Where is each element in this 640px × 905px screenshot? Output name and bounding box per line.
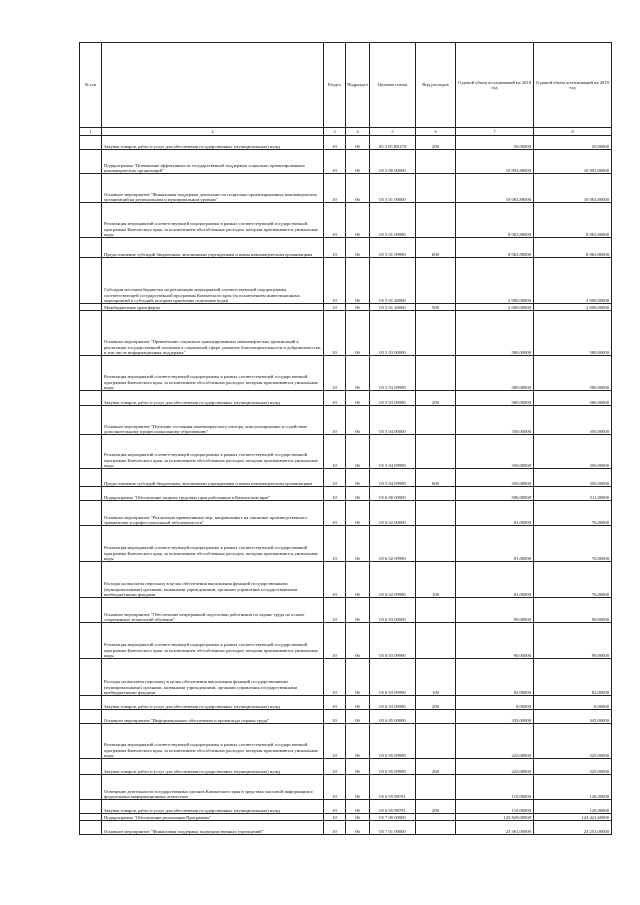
cell-num: [80, 238, 102, 258]
cell-razdel: 10: [324, 710, 346, 724]
table-row: [80, 623, 612, 659]
cell-razdel: 10: [324, 800, 346, 814]
cell-podrazdel: 06: [346, 696, 370, 710]
cell-2019: 580,00000: [534, 391, 612, 406]
cell-vr: 200: [416, 391, 456, 406]
cell-podrazdel: 06: [346, 659, 370, 696]
cell-num: [80, 775, 102, 800]
cell-csr: 05 5 04 09990: [370, 435, 416, 469]
cell-vr: 200: [416, 759, 456, 775]
cell-podrazdel: 06: [346, 136, 370, 150]
cell-num: [80, 150, 102, 174]
cell-num: [80, 562, 102, 598]
cell-2018: 506,00000: [456, 487, 534, 501]
cell-csr: 05 5 01 09990: [370, 238, 416, 258]
table-row: [80, 487, 612, 501]
cell-podrazdel: 06: [346, 724, 370, 759]
table-row: [80, 203, 612, 238]
cell-vr: [416, 356, 456, 391]
table-header-row: [80, 43, 612, 128]
table-row: [80, 759, 612, 775]
cell-name: Закупка товаров, работ и услуг для обеспечения государственных (муниципальных) нужд: [102, 696, 324, 710]
cell-2019: 76,00000: [534, 501, 612, 526]
cell-num: [80, 258, 102, 304]
cell-2019: 350,00000: [534, 469, 612, 487]
cell-name: Подпрограмма "Обеспечение реализации Программы": [102, 814, 324, 821]
cell-csr: 05 6 02 09990: [370, 562, 416, 598]
cell-num: [80, 821, 102, 835]
column-number-row: [80, 128, 612, 136]
cell-vr: [416, 814, 456, 821]
cell-2018: 350,00000: [456, 469, 534, 487]
cell-csr: 05 5 01 40060: [370, 258, 416, 304]
cell-podrazdel: 06: [346, 814, 370, 821]
cell-num: [80, 598, 102, 623]
cell-2019: 8,00000: [534, 696, 612, 710]
cell-razdel: 10: [324, 724, 346, 759]
cell-2018: 2 000,00000: [456, 304, 534, 311]
cell-csr: 05 6 03 00000: [370, 598, 416, 623]
cell-name: Закупка товаров, работ и услуг для обеспечения государственных (муниципальных) нужд: [102, 391, 324, 406]
cell-podrazdel: 06: [346, 435, 370, 469]
cell-2019: 345,00000: [534, 710, 612, 724]
cell-podrazdel: 06: [346, 710, 370, 724]
cell-csr: 05 5 01 40060: [370, 304, 416, 311]
cell-num: [80, 391, 102, 406]
cell-2019: 90,00000: [534, 623, 612, 659]
cell-razdel: 10: [324, 304, 346, 311]
cell-csr: 05 6 05 09990: [370, 759, 416, 775]
cell-vr: 100: [416, 659, 456, 696]
cell-name: Реализация мероприятий соответствующей подпрограммы в рамках соответствующей государственной программы Камчатского края, за исключением обособленных расходов, которым присваиваются уникальные коды: [102, 724, 324, 759]
header-podrazdel: Подраздел: [346, 43, 370, 128]
cell-csr: 05 7 01 00000: [370, 821, 416, 835]
cell-csr: 05 7 00 00000: [370, 814, 416, 821]
cell-csr: 05 6 03 09990: [370, 696, 416, 710]
cell-2018: 580,00000: [456, 356, 534, 391]
cell-name: Основное мероприятие "Изучение состояния некоммерческого сектора, консультирование и содействие дополнительному профессиональному образованию": [102, 406, 324, 435]
cell-podrazdel: 06: [346, 406, 370, 435]
table-row: [80, 800, 612, 814]
cell-2019: 350,00000: [534, 435, 612, 469]
cell-name: Подпрограмма "Обеспечение защиты трудовых прав работников в Камчатском крае": [102, 487, 324, 501]
cell-podrazdel: 06: [346, 304, 370, 311]
cell-razdel: 10: [324, 258, 346, 304]
cell-vr: [416, 311, 456, 356]
cell-num: [80, 435, 102, 469]
cell-razdel: 10: [324, 487, 346, 501]
cell-podrazdel: 06: [346, 238, 370, 258]
cell-num: [80, 501, 102, 526]
cell-csr: 05 5 04 09990: [370, 469, 416, 487]
header-num: № п/п: [80, 43, 102, 128]
header-2018: Годовой объем ассигнований на 2018 год: [456, 43, 534, 128]
cell-2019: 124 421,60000: [534, 814, 612, 821]
cell-num: [80, 406, 102, 435]
cell-2018: 123 829,00000: [456, 814, 534, 821]
cell-2019: 76,00000: [534, 526, 612, 562]
cell-razdel: 10: [324, 501, 346, 526]
cell-razdel: 10: [324, 136, 346, 150]
cell-csr: 05 5 03 00000: [370, 311, 416, 356]
table-row: [80, 501, 612, 526]
cell-razdel: 10: [324, 150, 346, 174]
cell-razdel: 10: [324, 238, 346, 258]
cell-num: [80, 526, 102, 562]
cell-csr: 05 3 05 R0270: [370, 136, 416, 150]
table-row: [80, 469, 612, 487]
cell-2019: 2 000,00000: [534, 258, 612, 304]
cell-num: [80, 304, 102, 311]
colnum: 1: [80, 128, 102, 136]
cell-podrazdel: 06: [346, 150, 370, 174]
cell-vr: [416, 435, 456, 469]
cell-vr: 600: [416, 238, 456, 258]
cell-podrazdel: 06: [346, 487, 370, 501]
cell-2019: 10 993,80000: [534, 150, 612, 174]
colnum: 6: [416, 128, 456, 136]
cell-vr: [416, 710, 456, 724]
cell-razdel: 10: [324, 435, 346, 469]
cell-2019: 10 063,80000: [534, 174, 612, 203]
table-row: [80, 821, 612, 835]
header-razdel: Раздел: [324, 43, 346, 128]
table-row: [80, 814, 612, 821]
header-vr: Вид расходов: [416, 43, 456, 128]
cell-razdel: 10: [324, 356, 346, 391]
cell-csr: 05 5 04 00000: [370, 406, 416, 435]
header-csr: Целевая статья: [370, 43, 416, 128]
cell-2018: 90,00000: [456, 598, 534, 623]
table-row: [80, 174, 612, 203]
cell-name: Расходы на выплаты персоналу в целях обеспечения выполнения функций государственными (муниципальными) органами, казенными учреждениями, органами управления государственными внебюджетными фондами: [102, 659, 324, 696]
cell-razdel: 10: [324, 598, 346, 623]
cell-2018: 50,00000: [456, 136, 534, 150]
cell-name: Предоставление субсидий бюджетным, автономным учреждениям и иным некоммерческим организациям: [102, 469, 324, 487]
cell-csr: 05 6 05 98701: [370, 800, 416, 814]
cell-podrazdel: 06: [346, 203, 370, 238]
cell-vr: 100: [416, 562, 456, 598]
cell-vr: 200: [416, 800, 456, 814]
cell-razdel: 10: [324, 311, 346, 356]
table-row: [80, 775, 612, 800]
cell-num: [80, 174, 102, 203]
cell-name: Основное мероприятие "Финансовая поддержка подведомственных учреждений": [102, 821, 324, 835]
cell-2018: 10 063,80000: [456, 174, 534, 203]
table-row: [80, 311, 612, 356]
cell-podrazdel: 06: [346, 501, 370, 526]
cell-name: Основное мероприятие "Привлечение социально ориентированных некоммерческих организаций к реализации государственной политики в социальной сфере, развитие благотворительности и добровольчества, в том числе информационная поддержка": [102, 311, 324, 356]
budget-table-sheet: [79, 42, 611, 835]
cell-csr: 05 5 03 09990: [370, 391, 416, 406]
cell-vr: 200: [416, 696, 456, 710]
cell-name: Закупка товаров, работ и услуг для обеспечения государственных (муниципальных) нужд: [102, 759, 324, 775]
cell-2019: 8 063,80000: [534, 238, 612, 258]
cell-vr: [416, 821, 456, 835]
cell-name: Реализация мероприятий соответствующей подпрограммы в рамках соответствующей государственной программы Камчатского края, за исключением обособленных расходов, которым присваиваются уникальные коды: [102, 435, 324, 469]
cell-name: Закупка товаров, работ и услуг для обеспечения государственных (муниципальных) нужд: [102, 136, 324, 150]
cell-2018: 81,00000: [456, 501, 534, 526]
cell-razdel: 10: [324, 659, 346, 696]
cell-num: [80, 800, 102, 814]
table-row: [80, 435, 612, 469]
cell-razdel: 10: [324, 775, 346, 800]
cell-2018: 110,00000: [456, 775, 534, 800]
cell-vr: [416, 526, 456, 562]
cell-2018: 350,00000: [456, 406, 534, 435]
cell-name: Субсидии местным бюджетам на реализацию мероприятий соответствующей подпрограммы соответствующей государственной программы Камчатского края (за исключением инвестиционных мероприятий и субсидий, которым присвоены отдельные коды): [102, 258, 324, 304]
colnum: 5: [370, 128, 416, 136]
cell-razdel: 10: [324, 623, 346, 659]
cell-name: Реализация мероприятий соответствующей подпрограммы в рамках соответствующей государственной программы Камчатского края, за исключением обособленных расходов, которым присваиваются уникальные коды: [102, 526, 324, 562]
cell-name: Закупка товаров, работ и услуг для обеспечения государственных (муниципальных) нужд: [102, 800, 324, 814]
cell-vr: 600: [416, 469, 456, 487]
cell-2018: 350,00000: [456, 435, 534, 469]
cell-vr: 200: [416, 136, 456, 150]
table-row: [80, 710, 612, 724]
cell-podrazdel: 06: [346, 759, 370, 775]
cell-razdel: 10: [324, 821, 346, 835]
cell-podrazdel: 06: [346, 311, 370, 356]
cell-razdel: 10: [324, 814, 346, 821]
cell-name: Основное мероприятие "Информационное обеспечение и пропаганда охраны труда": [102, 710, 324, 724]
cell-2019: 580,00000: [534, 356, 612, 391]
cell-vr: [416, 775, 456, 800]
cell-2018: 335,00000: [456, 710, 534, 724]
cell-2018: 82,00000: [456, 659, 534, 696]
cell-vr: [416, 406, 456, 435]
cell-num: [80, 759, 102, 775]
cell-name: Основное мероприятие "Финансовая поддержка деятельности социально ориентированных некоммерческих организаций на региональном и муниципальном уровнях": [102, 174, 324, 203]
table-row: [80, 304, 612, 311]
cell-name: Реализация мероприятий соответствующей подпрограммы в рамках соответствующей государственной программы Камчатского края, за исключением обособленных расходов, которым присваиваются уникальные коды: [102, 203, 324, 238]
cell-razdel: 10: [324, 696, 346, 710]
cell-2018: 8 063,80000: [456, 203, 534, 238]
table-row: [80, 238, 612, 258]
cell-2019: 225,00000: [534, 724, 612, 759]
table-row: [80, 391, 612, 406]
cell-podrazdel: 06: [346, 598, 370, 623]
table-row: [80, 258, 612, 304]
colnum: 3: [324, 128, 346, 136]
cell-csr: 05 5 03 09990: [370, 356, 416, 391]
cell-podrazdel: 06: [346, 174, 370, 203]
cell-name: Расходы на выплаты персоналу в целях обеспечения выполнения функций государственными (муниципальными) органами, казенными учреждениями, органами управления государственными внебюджетными фондами: [102, 562, 324, 598]
cell-num: [80, 623, 102, 659]
cell-razdel: 10: [324, 174, 346, 203]
cell-name: Реализация мероприятий соответствующей подпрограммы в рамках соответствующей государственной программы Камчатского края, за исключением обособленных расходов, которым присваиваются уникальные коды: [102, 356, 324, 391]
colnum: 7: [456, 128, 534, 136]
cell-razdel: 10: [324, 759, 346, 775]
cell-2018: 225,00000: [456, 759, 534, 775]
cell-vr: [416, 258, 456, 304]
cell-vr: [416, 724, 456, 759]
cell-2019: 350,00000: [534, 406, 612, 435]
cell-name: Подпрограмма "Повышение эффективности государственной поддержки социально ориентированных некоммерческих организаций": [102, 150, 324, 174]
header-2019: Годовой объем ассигнований на 2019 год: [534, 43, 612, 128]
cell-name: Предоставление субсидий бюджетным, автономным учреждениям и иным некоммерческим организациям: [102, 238, 324, 258]
cell-csr: 05 6 00 00000: [370, 487, 416, 501]
cell-razdel: 10: [324, 526, 346, 562]
cell-csr: 05 6 05 09990: [370, 724, 416, 759]
cell-2019: 76,00000: [534, 562, 612, 598]
cell-vr: [416, 487, 456, 501]
cell-num: [80, 469, 102, 487]
cell-razdel: 10: [324, 203, 346, 238]
table-row: [80, 696, 612, 710]
cell-num: [80, 487, 102, 501]
cell-podrazdel: 06: [346, 391, 370, 406]
table-row: [80, 136, 612, 150]
cell-num: [80, 203, 102, 238]
cell-2018: 10 993,80000: [456, 150, 534, 174]
cell-num: [80, 356, 102, 391]
cell-num: [80, 696, 102, 710]
cell-name: Основное мероприятие "Реализация превентивных мер, направленных на снижение производственного травматизма и профессиональной заболеваемости": [102, 501, 324, 526]
cell-vr: [416, 203, 456, 238]
cell-2019: 23 253,00000: [534, 821, 612, 835]
cell-razdel: 10: [324, 406, 346, 435]
header-name: [102, 43, 324, 128]
budget-table: [79, 42, 612, 835]
cell-podrazdel: 06: [346, 469, 370, 487]
cell-2018: 225,00000: [456, 724, 534, 759]
cell-razdel: 10: [324, 469, 346, 487]
cell-podrazdel: 06: [346, 623, 370, 659]
cell-name: Основное мероприятие "Обеспечение непрерывной подготовки работников по охране труда на основе современных технологий обучения": [102, 598, 324, 623]
cell-podrazdel: 06: [346, 800, 370, 814]
cell-podrazdel: 06: [346, 258, 370, 304]
table-body: [80, 136, 612, 835]
cell-2019: 8 063,80000: [534, 203, 612, 238]
cell-csr: 05 6 02 00000: [370, 501, 416, 526]
cell-2018: 2 000,00000: [456, 258, 534, 304]
cell-2018: 580,00000: [456, 311, 534, 356]
table-row: [80, 406, 612, 435]
cell-csr: 05 6 02 09990: [370, 526, 416, 562]
cell-2018: 90,00000: [456, 623, 534, 659]
cell-2019: 50,00000: [534, 136, 612, 150]
cell-2018: 8 063,80000: [456, 238, 534, 258]
cell-2019: 511,00000: [534, 487, 612, 501]
cell-vr: [416, 150, 456, 174]
cell-name: Межбюджетные трансферты: [102, 304, 324, 311]
cell-num: [80, 710, 102, 724]
cell-vr: [416, 174, 456, 203]
cell-podrazdel: 06: [346, 356, 370, 391]
table-row: [80, 150, 612, 174]
cell-csr: 05 6 05 98701: [370, 775, 416, 800]
cell-2019: 580,00000: [534, 311, 612, 356]
cell-csr: 05 5 00 00000: [370, 150, 416, 174]
cell-num: [80, 136, 102, 150]
cell-csr: 05 5 01 00000: [370, 174, 416, 203]
cell-2018: 580,00000: [456, 391, 534, 406]
cell-razdel: 10: [324, 562, 346, 598]
cell-2018: 81,00000: [456, 526, 534, 562]
cell-2019: 225,00000: [534, 759, 612, 775]
cell-csr: 05 6 03 09990: [370, 659, 416, 696]
cell-num: [80, 659, 102, 696]
table-row: [80, 526, 612, 562]
cell-vr: [416, 623, 456, 659]
cell-2019: 90,00000: [534, 598, 612, 623]
cell-razdel: 10: [324, 391, 346, 406]
cell-2019: 120,00000: [534, 775, 612, 800]
cell-2018: 8,00000: [456, 696, 534, 710]
cell-vr: 500: [416, 304, 456, 311]
cell-2018: 23 361,00000: [456, 821, 534, 835]
cell-num: [80, 311, 102, 356]
cell-2019: 2 000,00000: [534, 304, 612, 311]
cell-csr: 05 6 03 09990: [370, 623, 416, 659]
cell-csr: 05 6 05 00000: [370, 710, 416, 724]
cell-name: Реализация мероприятий соответствующей подпрограммы в рамках соответствующей государственной программы Камчатского края, за исключением обособленных расходов, которым присваиваются уникальные коды: [102, 623, 324, 659]
cell-num: [80, 724, 102, 759]
colnum: 4: [346, 128, 370, 136]
table-row: [80, 598, 612, 623]
table-row: [80, 724, 612, 759]
cell-2019: 82,00000: [534, 659, 612, 696]
cell-podrazdel: 06: [346, 562, 370, 598]
cell-podrazdel: 06: [346, 526, 370, 562]
table-row: [80, 562, 612, 598]
cell-vr: [416, 501, 456, 526]
cell-2019: 120,00000: [534, 800, 612, 814]
cell-name: Освещение деятельности государственных органов Камчатского края в средствах массовой информации и федеральных информационных агентствах: [102, 775, 324, 800]
cell-num: [80, 814, 102, 821]
table-row: [80, 356, 612, 391]
colnum: 8: [534, 128, 612, 136]
cell-podrazdel: 06: [346, 821, 370, 835]
colnum: 2: [102, 128, 324, 136]
cell-2018: 110,00000: [456, 800, 534, 814]
cell-podrazdel: 06: [346, 775, 370, 800]
cell-2018: 81,00000: [456, 562, 534, 598]
cell-vr: [416, 598, 456, 623]
cell-csr: 05 5 01 09990: [370, 203, 416, 238]
table-row: [80, 659, 612, 696]
